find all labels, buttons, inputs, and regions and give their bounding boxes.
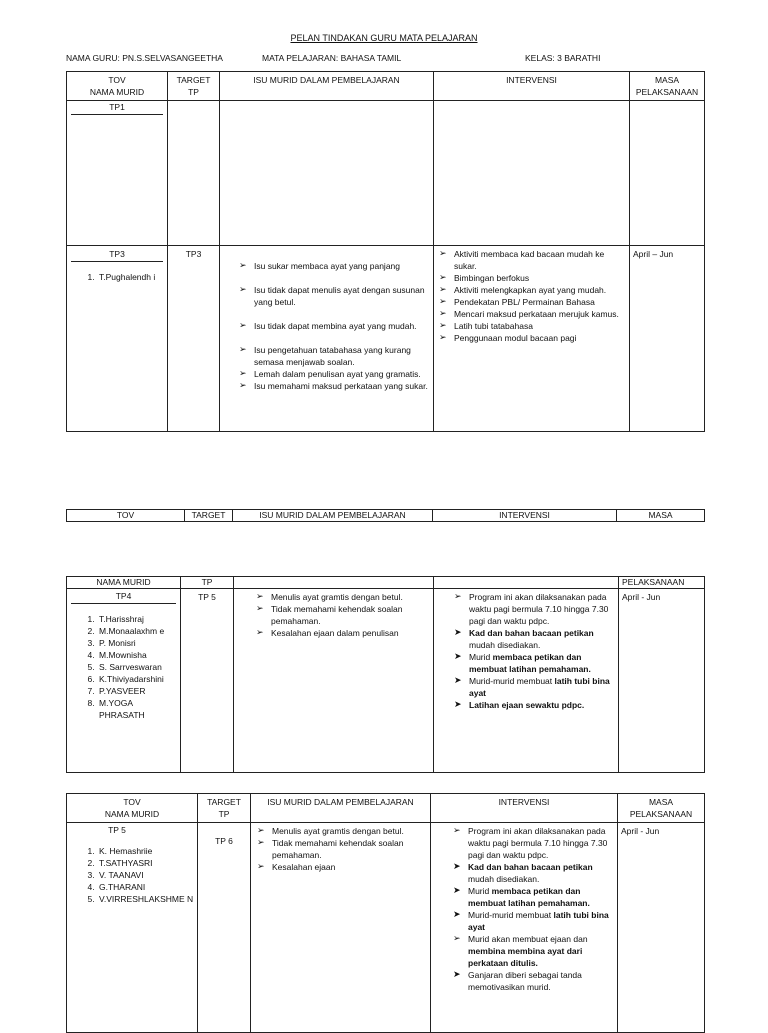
intervensi-cell — [434, 101, 630, 246]
intervensi-item: ➢ Penggunaan modul bacaan pagi — [437, 332, 626, 344]
intervensi-item: ➢ Pendekatan PBL/ Permainan Bahasa — [437, 296, 626, 308]
header-isu: ISU MURID DALAM PEMBELAJARAN — [251, 794, 431, 823]
student-list — [67, 613, 180, 721]
student-name: 6. K.Thiviyadarshini — [97, 673, 180, 685]
isu-item: ➢ Tidak memahami kehendak soalan pemahaman. — [254, 603, 430, 627]
isu-cell — [251, 823, 431, 1033]
intervensi-item: ➤ Murid-murid membuat latih tubi bina ayat — [451, 909, 614, 933]
subject-name: MATA PELAJARAN: BAHASA TAMIL — [262, 53, 402, 63]
isu-list — [254, 591, 430, 639]
header-target: TARGET TP — [198, 794, 251, 823]
intervensi-item: ➢ Bimbingan berfokus — [437, 272, 626, 284]
target-level: TP 6 — [198, 823, 251, 1033]
isu-cell — [234, 589, 434, 773]
class-name: KELAS: 3 BARATHI — [525, 53, 601, 63]
masa-cell — [630, 101, 705, 246]
intervensi-item: ➢ Aktiviti membaca kad bacaan mudah ke sukar. — [437, 248, 626, 272]
header-intervensi: INTERVENSI — [433, 510, 617, 522]
intervensi-list — [451, 825, 614, 993]
header-blank — [434, 577, 619, 589]
header-blank — [234, 577, 434, 589]
isu-list — [223, 260, 430, 392]
header-nama: NAMA MURID — [67, 577, 181, 589]
intervensi-item: ➤ Murid-murid membuat latih tubi bina ayat — [452, 675, 615, 699]
action-plan-table-1 — [66, 71, 705, 432]
isu-item: ➢ Isu sukar membaca ayat yang panjang — [237, 260, 430, 272]
intervensi-item: ➤ Ganjaran diberi sebagai tanda memotivasikan murid. — [451, 969, 614, 993]
student-name: 2. T.SATHYASRI — [97, 857, 197, 869]
isu-list — [255, 825, 427, 873]
student-name: 5. V.VIRRESHLAKSHME N — [97, 893, 197, 905]
isu-item: ➢ Isu memahami maksud perkataan yang sukar. — [237, 380, 430, 392]
intervensi-item: ➤ Murid membaca petikan dan membuat latihan pemahaman. — [452, 651, 615, 675]
masa-value: April - Jun — [618, 823, 705, 1033]
target-level: TP 5 — [181, 589, 234, 773]
header-isu: ISU MURID DALAM PEMBELAJARAN — [233, 510, 433, 522]
isu-cell — [220, 101, 434, 246]
intervensi-item: ➢ Program ini akan dilaksanakan pada waktu pagi bermula 7.10 hingga 7.30 pagi dan waktu pdpc. — [452, 591, 615, 627]
action-plan-table-3 — [66, 576, 705, 773]
teacher-name: NAMA GURU: PN.S.SELVASANGEETHA — [66, 53, 223, 63]
tov-cell — [67, 101, 168, 246]
intervensi-item: ➢ Aktiviti melengkapkan ayat yang mudah. — [437, 284, 626, 296]
header-intervensi: INTERVENSI — [431, 794, 618, 823]
tov-level: TP1 — [71, 101, 163, 115]
isu-item: ➢ Isu tidak dapat menulis ayat dengan susunan yang betul. — [237, 284, 430, 308]
intervensi-cell — [434, 589, 619, 773]
isu-item: ➢ Menulis ayat gramtis dengan betul. — [254, 591, 430, 603]
action-plan-header-strip — [66, 509, 705, 522]
isu-item: ➢ Kesalahan ejaan — [255, 861, 427, 873]
masa-value: April - Jun — [619, 589, 705, 773]
tov-cell — [67, 823, 198, 1033]
isu-item: ➢ Menulis ayat gramtis dengan betul. — [255, 825, 427, 837]
student-name: 3. P. Monisri — [97, 637, 180, 649]
intervensi-item: ➢ Program ini akan dilaksanakan pada waktu pagi bermula 7.10 hingga 7.30 pagi dan waktu pdpc. — [451, 825, 614, 861]
isu-cell — [220, 246, 434, 432]
isu-item: ➢ Lemah dalam penulisan ayat yang gramatis. — [237, 368, 430, 380]
intervensi-list — [437, 248, 626, 344]
action-plan-table-4 — [66, 793, 705, 1033]
student-name: 4. M.Mownisha — [97, 649, 180, 661]
target-cell — [168, 101, 220, 246]
header-masa: MASA PELAKSANAAN — [618, 794, 705, 823]
tov-level: TP3 — [71, 246, 163, 262]
header-target: TARGET TP — [168, 72, 220, 101]
student-name: 2. M.Monaalaxhm e — [97, 625, 180, 637]
document-title: PELAN TINDAKAN GURU MATA PELAJARAN — [290, 33, 478, 43]
student-name: 1. K. Hemashriie — [97, 845, 197, 857]
student-name: 4. G.THARANI — [97, 881, 197, 893]
student-name: 1. T.Harisshraj — [97, 613, 180, 625]
header-target: TARGET — [185, 510, 233, 522]
header-tov: TOV NAMA MURID — [67, 72, 168, 101]
student-list — [67, 271, 167, 283]
student-list — [67, 845, 197, 905]
intervensi-item: ➤ Murid membaca petikan dan membuat latihan pemahaman. — [451, 885, 614, 909]
isu-item: ➢ Isu tidak dapat membina ayat yang mudah. — [237, 320, 430, 332]
intervensi-item: ➤ Kad dan bahan bacaan petikan mudah disediakan. — [451, 861, 614, 885]
isu-item: ➢ Tidak memahami kehendak soalan pemahaman. — [255, 837, 427, 861]
header-isu: ISU MURID DALAM PEMBELAJARAN — [220, 72, 434, 101]
intervensi-item: ➤ Kad dan bahan bacaan petikan mudah disediakan. — [452, 627, 615, 651]
tov-level: TP 5 — [108, 825, 126, 835]
isu-item: ➢ Isu pengetahuan tatabahasa yang kurang semasa menjawab soalan. — [237, 344, 430, 368]
intervensi-item: ➢ Latih tubi tatabahasa — [437, 320, 626, 332]
tov-cell — [67, 589, 181, 773]
intervensi-item: ➢ Mencari maksud perkataan merujuk kamus. — [437, 308, 626, 320]
header-masa: MASA PELAKSANAAN — [630, 72, 705, 101]
student-name: 1. T.Pughalendh i — [97, 271, 167, 283]
student-name: 8. M.YOGA PHRASATH — [97, 697, 180, 721]
masa-value: April – Jun — [630, 246, 705, 432]
target-level: TP3 — [168, 246, 220, 432]
header-pelaksanaan: PELAKSANAAN — [619, 577, 705, 589]
header-tov: TOV NAMA MURID — [67, 794, 198, 823]
header-intervensi: INTERVENSI — [434, 72, 630, 101]
intervensi-item: ➢ Murid akan membuat ejaan dan membina membina ayat dari perkataan ditulis. — [451, 933, 614, 969]
intervensi-item: ➤ Latihan ejaan sewaktu pdpc. — [452, 699, 615, 711]
intervensi-cell — [434, 246, 630, 432]
intervensi-cell — [431, 823, 618, 1033]
header-tp: TP — [181, 577, 234, 589]
header-tov: TOV — [67, 510, 185, 522]
intervensi-list — [452, 591, 615, 711]
tov-level: TP4 — [71, 589, 176, 604]
student-name: 5. S. Sarrveswaran — [97, 661, 180, 673]
student-name: 3. V. TAANAVI — [97, 869, 197, 881]
student-name: 7. P.YASVEER — [97, 685, 180, 697]
isu-item: ➢ Kesalahan ejaan dalam penulisan — [254, 627, 430, 639]
header-masa: MASA — [617, 510, 705, 522]
tov-cell — [67, 246, 168, 432]
